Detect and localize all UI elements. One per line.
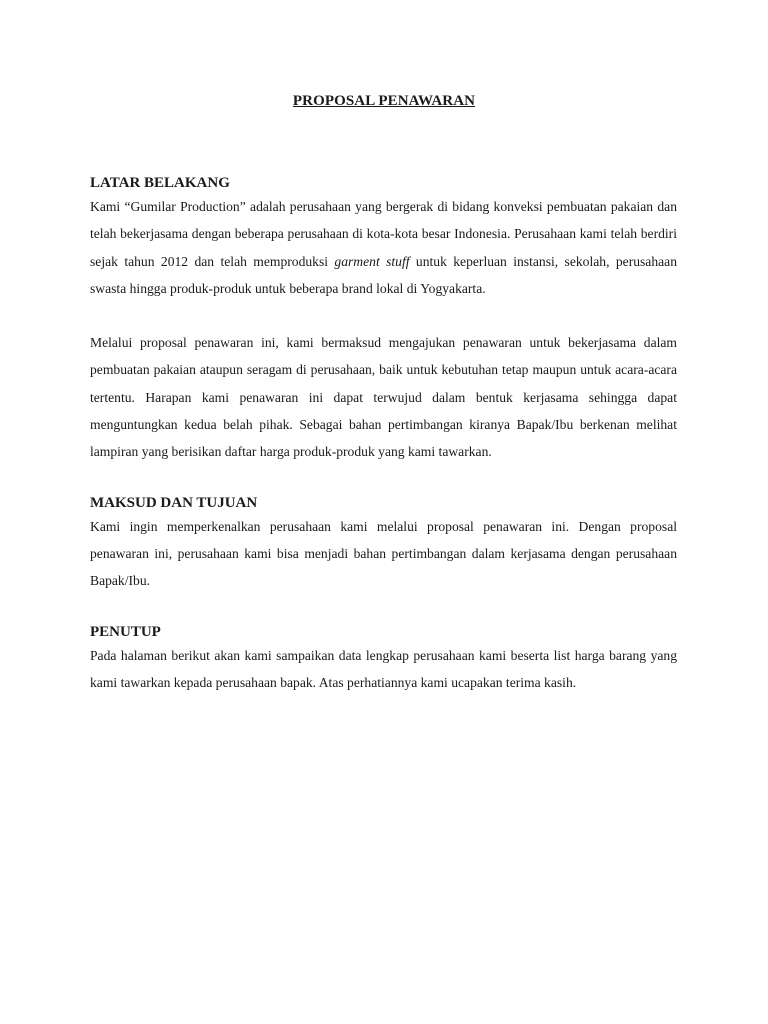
paragraph: Pada halaman berikut akan kami sampaikan data lengkap perusahaan kami beserta list harga barang yang kami tawarkan kepada perusahaan bapak. Atas perhatiannya kami ucapakan terima kasih.: [90, 647, 677, 690]
section-heading: MAKSUD DAN TUJUAN: [90, 494, 258, 511]
italic-term: garment stuff: [334, 253, 410, 269]
section-heading: PENUTUP: [90, 623, 161, 640]
section-penutup: [90, 622, 677, 697]
section-latar-belakang: [90, 173, 677, 466]
section-spacer: [90, 466, 677, 493]
section-spacer: [90, 595, 677, 622]
paragraph: Kami ingin memperkenalkan perusahaan kami melalui proposal penawaran ini. Dengan proposal penawaran ini, perusahaan kami bisa menjadi bahan pertimbangan dalam kerjasama dengan perusahaan Bapak/Ibu.: [90, 518, 677, 589]
section-heading: LATAR BELAKANG: [90, 175, 230, 191]
document-body: [90, 173, 677, 696]
section-maksud-dan-tujuan: [90, 493, 677, 595]
paragraph-text: untuk keperluan instansi, sekolah, perusahaan swasta hingga produk-produk untuk beberapa brand lokal di Yogyakarta.: [90, 253, 677, 296]
document-title: PROPOSAL PENAWARAN: [292, 93, 476, 109]
paragraph: Melalui proposal penawaran ini, kami bermaksud mengajukan penawaran untuk bekerjasama dalam pembuatan pakaian ataupun seragam di perusahaan, baik untuk kebutuhan tetap maupun untuk acara-acara tertentu. Harapan kami penawaran ini dapat terwujud dalam bentuk kerjasama sehingga dapat menguntungkan kedua belah pihak. Sebagai bahan pertimbangan kiranya Bapak/Ibu berkenan melihat lampiran yang berisikan daftar harga produk-produk yang kami tawarkan.: [90, 335, 677, 460]
paragraph-spacer: [90, 302, 677, 329]
paragraph-text: Kami “Gumilar Production” adalah perusahaan yang bergerak di bidang konveksi pembuatan pakaian dan telah bekerjasama dengan beberapa perusahaan di kota-kota besar Indonesia. Perusahaan kami telah berdiri sejak tahun 2012 dan telah memproduksi: [90, 199, 677, 269]
paragraph: [90, 193, 677, 302]
